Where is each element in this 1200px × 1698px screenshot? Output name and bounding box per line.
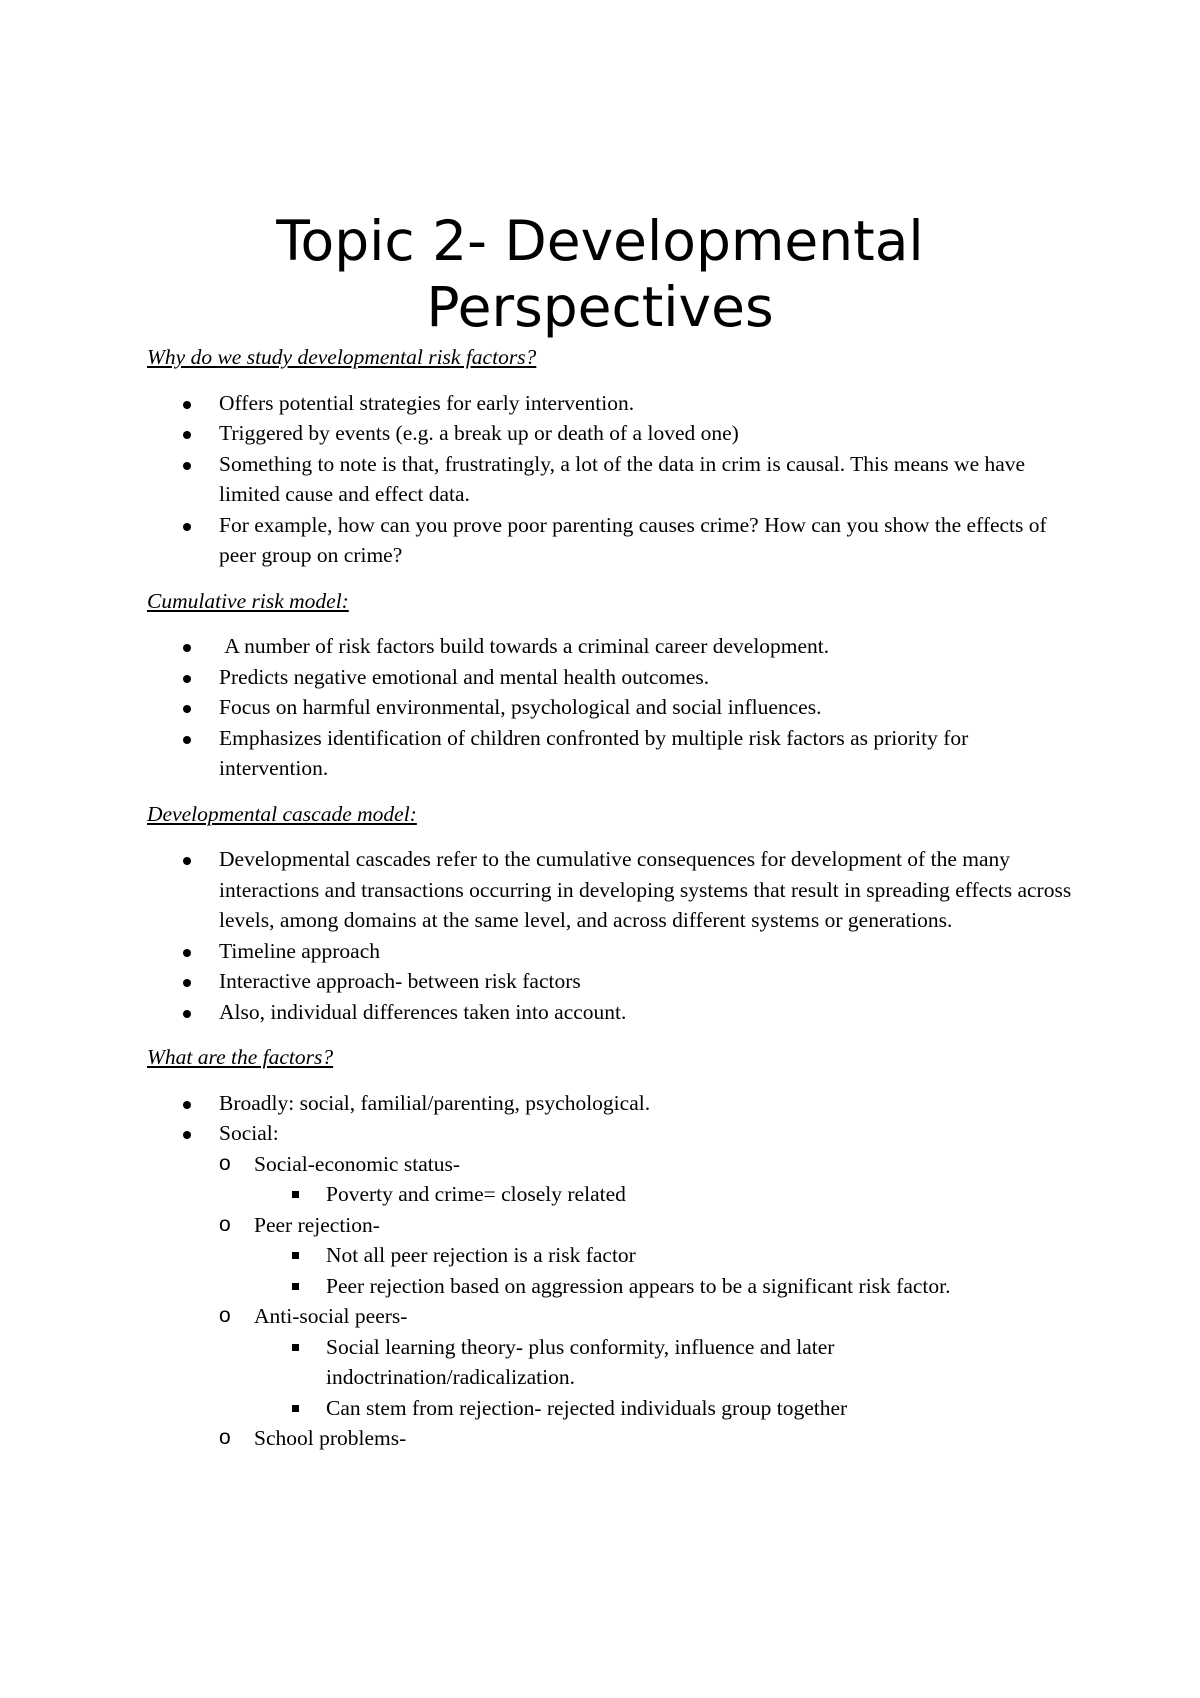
square-bullet-icon <box>292 1252 299 1259</box>
section-heading-cascade: Developmental cascade model: <box>147 801 417 826</box>
bullet-icon <box>183 857 191 865</box>
list-item: Focus on harmful environmental, psychological and social influences. <box>147 692 1077 723</box>
section-heading-factors: What are the factors? <box>147 1045 334 1069</box>
list-item: Predicts negative emotional and mental health outcomes. <box>147 662 1077 693</box>
list-item: Something to note is that, frustratingly, a lot of the data in crim is causal. This means we have limited cause and effect data. <box>147 449 1077 510</box>
sub-sub-list-item: Peer rejection based on aggression appears to be a significant risk factor. <box>254 1271 1077 1302</box>
page-title <box>0 208 1200 340</box>
sub-list-item: o Social-economic status- Poverty and crime= closely related <box>219 1149 1077 1210</box>
peer-rejection-sublist <box>254 1240 1077 1301</box>
list-item: Broadly: social, familial/parenting, psychological. <box>147 1088 1077 1119</box>
sub-sub-list-item: Social learning theory- plus conformity, influence and later indoctrination/radicalization. <box>254 1332 1077 1393</box>
sub-list-item: o Anti-social peers- Social learning theory- plus conformity, influence and later indoctrination/radicalization. Can stem from rejection- rejected individuals group together <box>219 1301 1077 1423</box>
square-bullet-icon <box>292 1283 299 1290</box>
bullet-icon <box>183 523 191 531</box>
section-heading-cumulative: Cumulative risk model: <box>147 588 349 613</box>
bullet-icon <box>183 401 191 409</box>
list-item: Also, individual differences taken into account. <box>147 997 1077 1028</box>
why-list <box>147 388 1077 571</box>
list-item: For example, how can you prove poor parenting causes crime? How can you show the effects of peer group on crime? <box>147 510 1077 571</box>
circle-bullet-icon: o <box>219 1426 231 1449</box>
bullet-icon <box>183 644 191 652</box>
list-item: Offers potential strategies for early intervention. <box>147 388 1077 419</box>
bullet-icon <box>183 1010 191 1018</box>
square-bullet-icon <box>292 1405 299 1412</box>
sub-sub-list-item: Not all peer rejection is a risk factor <box>254 1240 1077 1271</box>
sub-sub-list-item: Poverty and crime= closely related <box>254 1179 1077 1210</box>
sub-list-item: o School problems- <box>219 1423 1077 1454</box>
page-title-line-1: Topic 2- Developmental <box>276 209 924 273</box>
square-bullet-icon <box>292 1191 299 1198</box>
document-body <box>147 342 1077 1469</box>
list-item: A number of risk factors build towards a criminal career development. <box>147 631 1077 662</box>
bullet-icon <box>183 462 191 470</box>
list-item: Emphasizes identification of children confronted by multiple risk factors as priority for intervention. <box>147 723 1077 784</box>
list-item: Interactive approach- between risk factors <box>147 966 1077 997</box>
bullet-icon <box>183 979 191 987</box>
cascade-list <box>147 844 1077 1027</box>
bullet-icon <box>183 675 191 683</box>
anti-social-peers-sublist <box>254 1332 1077 1424</box>
circle-bullet-icon: o <box>219 1151 231 1175</box>
list-item: Timeline approach <box>147 936 1077 967</box>
bullet-icon <box>183 1131 191 1139</box>
square-bullet-icon <box>292 1344 299 1351</box>
bullet-icon <box>183 736 191 744</box>
bullet-icon <box>183 1101 191 1109</box>
circle-bullet-icon: o <box>219 1212 231 1236</box>
sub-list-item: o Peer rejection- Not all peer rejection is a risk factor Peer rejection based on aggression appears to be a significant risk factor. <box>219 1210 1077 1302</box>
bullet-icon <box>183 705 191 713</box>
page-title-line-2: Perspectives <box>426 275 774 339</box>
social-sublist <box>219 1149 1077 1454</box>
cumulative-list <box>147 631 1077 784</box>
ses-sublist <box>254 1179 1077 1210</box>
circle-bullet-icon: o <box>219 1304 231 1327</box>
section-heading-why: Why do we study developmental risk factors? <box>147 345 537 369</box>
sub-sub-list-item: Can stem from rejection- rejected individuals group together <box>254 1393 1077 1424</box>
factors-list <box>147 1088 1077 1454</box>
bullet-icon <box>183 949 191 957</box>
list-item: Social: o Social-economic status- Poverty and crime= closely related o Peer rejection- Not all peer rejection is a risk factor Peer rejection based on aggression appears to be a significant risk factor. o Anti-social peers- Social learning theory- plus conformity, influence and later indoctrination/radicalization. Can stem from rejection- rejected individuals group together o School problems- <box>147 1118 1077 1454</box>
list-item: Triggered by events (e.g. a break up or death of a loved one) <box>147 418 1077 449</box>
list-item: Developmental cascades refer to the cumulative consequences for development of the many interactions and transactions occurring in developing systems that result in spreading effects across levels, among domains at the same level, and across different systems or generations. <box>147 844 1077 936</box>
bullet-icon <box>183 431 191 439</box>
